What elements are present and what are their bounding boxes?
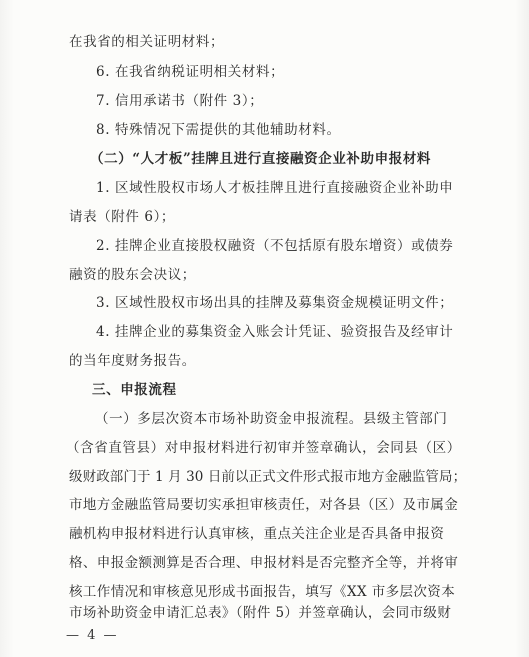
paragraph-line: （一）多层次资本市场补助资金申报流程。县级主管部门 [95, 411, 448, 427]
list-item-1: 1. 区域性股权市场人才板挂牌且进行直接融资企业补助申 [96, 180, 454, 196]
list-item-4: 4. 挂牌企业的募集资金入账会计凭证、验资报告及经审计 [96, 324, 454, 340]
list-item-6: 6. 在我省纳税证明相关材料； [96, 64, 285, 80]
list-item-7: 7. 信用承诺书（附件 3）； [96, 93, 264, 109]
paragraph-line: 请表（附件 6）； [69, 209, 176, 225]
list-item-8: 8. 特殊情况下需提供的其他辅助材料。 [96, 122, 341, 138]
paragraph-line: 市场补助资金申请汇总表》（附件 5）并签章确认，会同市级财 [69, 605, 452, 621]
paragraph-line: 级财政部门于 1 月 30 日前以正式文件形式报市地方金融监管局； [69, 469, 467, 485]
list-item-2: 2. 挂牌企业直接股权融资（不包括原有股东增资）或债券 [96, 238, 454, 254]
paragraph-line: （含省直管县）对申报材料进行初审并签章确认，会同县（区） [66, 440, 461, 456]
paragraph-line: 融机构申报材料进行认真审核，重点关注企业是否具备申报资 [69, 526, 445, 542]
paragraph-line: 在我省的相关证明材料； [69, 34, 225, 50]
paragraph-line: 市地方金融监管局要切实承担审核责任，对各县（区）及市属金 [69, 497, 459, 513]
page-number: — 4 — [66, 628, 119, 643]
list-item-3: 3. 区域性股权市场出具的挂牌及募集资金规模证明文件； [96, 295, 454, 311]
section-heading-3: 三、申报流程 [92, 382, 177, 398]
paragraph-line: 格、申报金额测算是否合理、申报材料是否完整齐全等，并将审 [69, 555, 459, 571]
paragraph-line: 的当年度财务报告。 [69, 353, 196, 369]
section-heading-2: （二）“人才板”挂牌且进行直接融资企业补助申报材料 [90, 151, 432, 167]
paragraph-line: 核工作情况和审核意见形成书面报告，填写《XX 市多层次资本 [69, 584, 456, 600]
paragraph-line: 融资的股东会决议； [69, 267, 196, 283]
